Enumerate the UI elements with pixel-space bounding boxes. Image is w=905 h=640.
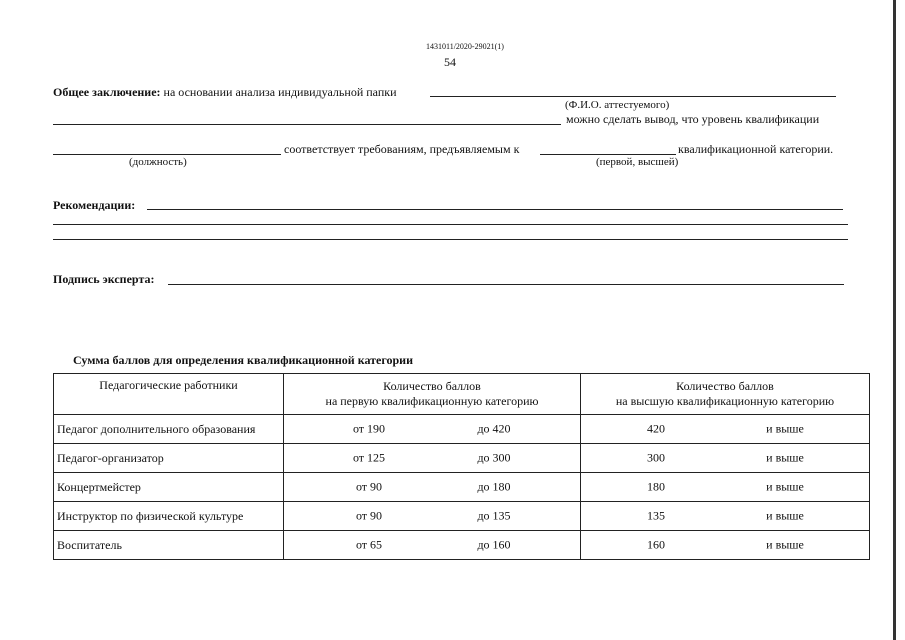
document-id: 1431011/2020-29021(1) bbox=[426, 42, 504, 51]
first-to: до 420 bbox=[477, 421, 511, 436]
signature-label: Подпись эксперта: bbox=[53, 272, 155, 286]
conclusion-text-2: можно сделать вывод, что уровень квалификации bbox=[566, 112, 820, 126]
first-from: от 65 bbox=[355, 537, 383, 552]
table-row bbox=[54, 415, 870, 444]
first-to: до 300 bbox=[477, 450, 511, 465]
first-category-range bbox=[284, 473, 581, 502]
high-value: 135 bbox=[647, 508, 665, 523]
conclusion-text-4: квалификационной категории. bbox=[678, 142, 834, 156]
fio-caption: (Ф.И.О. аттестуемого) bbox=[565, 99, 670, 111]
table-title: Сумма баллов для определения квалификационной категории bbox=[73, 353, 414, 367]
table-row bbox=[54, 444, 870, 473]
header-high-line2: на высшую квалификационную категорию bbox=[615, 394, 835, 408]
table-row bbox=[54, 473, 870, 502]
worker-name: Инструктор по физической культуре bbox=[54, 502, 284, 531]
score-table bbox=[53, 373, 870, 560]
high-suffix: и выше bbox=[766, 450, 804, 465]
first-to: до 160 bbox=[477, 537, 511, 552]
table-row bbox=[54, 531, 870, 560]
conclusion-label: Общее заключение: bbox=[53, 85, 161, 99]
high-suffix: и выше bbox=[766, 537, 804, 552]
header-first-line1: Количество баллов bbox=[383, 379, 481, 393]
worker-name: Воспитатель bbox=[54, 531, 284, 560]
header-first-category bbox=[284, 374, 581, 415]
first-category-range bbox=[284, 531, 581, 560]
high-value: 160 bbox=[647, 537, 665, 552]
recommendations-label: Рекомендации: bbox=[53, 198, 136, 212]
header-high-line1: Количество баллов bbox=[676, 379, 774, 393]
category-blank-line[interactable] bbox=[540, 154, 676, 155]
worker-name: Педагог-организатор bbox=[54, 444, 284, 473]
scan-edge-bar bbox=[893, 0, 896, 640]
fio-continuation-line[interactable] bbox=[53, 124, 561, 125]
recommendations-line-1[interactable] bbox=[147, 209, 843, 210]
signature-line[interactable] bbox=[168, 284, 844, 285]
recommendations-line-3[interactable] bbox=[53, 239, 848, 240]
high-category-threshold bbox=[581, 415, 870, 444]
high-category-threshold bbox=[581, 531, 870, 560]
high-value: 300 bbox=[647, 450, 665, 465]
conclusion-line-1 bbox=[53, 85, 397, 100]
first-to: до 135 bbox=[477, 508, 511, 523]
header-workers-text: Педагогические работники bbox=[99, 378, 238, 392]
high-category-threshold bbox=[581, 473, 870, 502]
conclusion-text-3: соответствует требованиям, предъявляемым к bbox=[284, 142, 520, 156]
high-value: 180 bbox=[647, 479, 665, 494]
recommendations-line-2[interactable] bbox=[53, 224, 848, 225]
first-from: от 90 bbox=[355, 508, 383, 523]
fio-blank-line[interactable] bbox=[430, 96, 836, 97]
first-to: до 180 bbox=[477, 479, 511, 494]
table-header-row bbox=[54, 374, 870, 415]
table-row bbox=[54, 502, 870, 531]
first-from: от 125 bbox=[352, 450, 386, 465]
high-category-threshold bbox=[581, 502, 870, 531]
first-category-range bbox=[284, 444, 581, 473]
first-category-range bbox=[284, 415, 581, 444]
first-from: от 90 bbox=[355, 479, 383, 494]
high-category-threshold bbox=[581, 444, 870, 473]
high-suffix: и выше bbox=[766, 421, 804, 436]
conclusion-text-1: на основании анализа индивидуальной папки bbox=[163, 85, 397, 99]
position-blank-line[interactable] bbox=[53, 154, 281, 155]
page-number: 54 bbox=[444, 55, 456, 69]
worker-name: Педагог дополнительного образования bbox=[54, 415, 284, 444]
worker-name: Концертмейстер bbox=[54, 473, 284, 502]
high-suffix: и выше bbox=[766, 508, 804, 523]
position-caption: (должность) bbox=[129, 156, 187, 168]
high-suffix: и выше bbox=[766, 479, 804, 494]
first-from: от 190 bbox=[352, 421, 386, 436]
header-workers bbox=[54, 374, 284, 415]
category-caption: (первой, высшей) bbox=[596, 156, 679, 168]
header-first-line2: на первую квалификационную категорию bbox=[325, 394, 539, 408]
header-high-category bbox=[581, 374, 870, 415]
first-category-range bbox=[284, 502, 581, 531]
high-value: 420 bbox=[647, 421, 665, 436]
